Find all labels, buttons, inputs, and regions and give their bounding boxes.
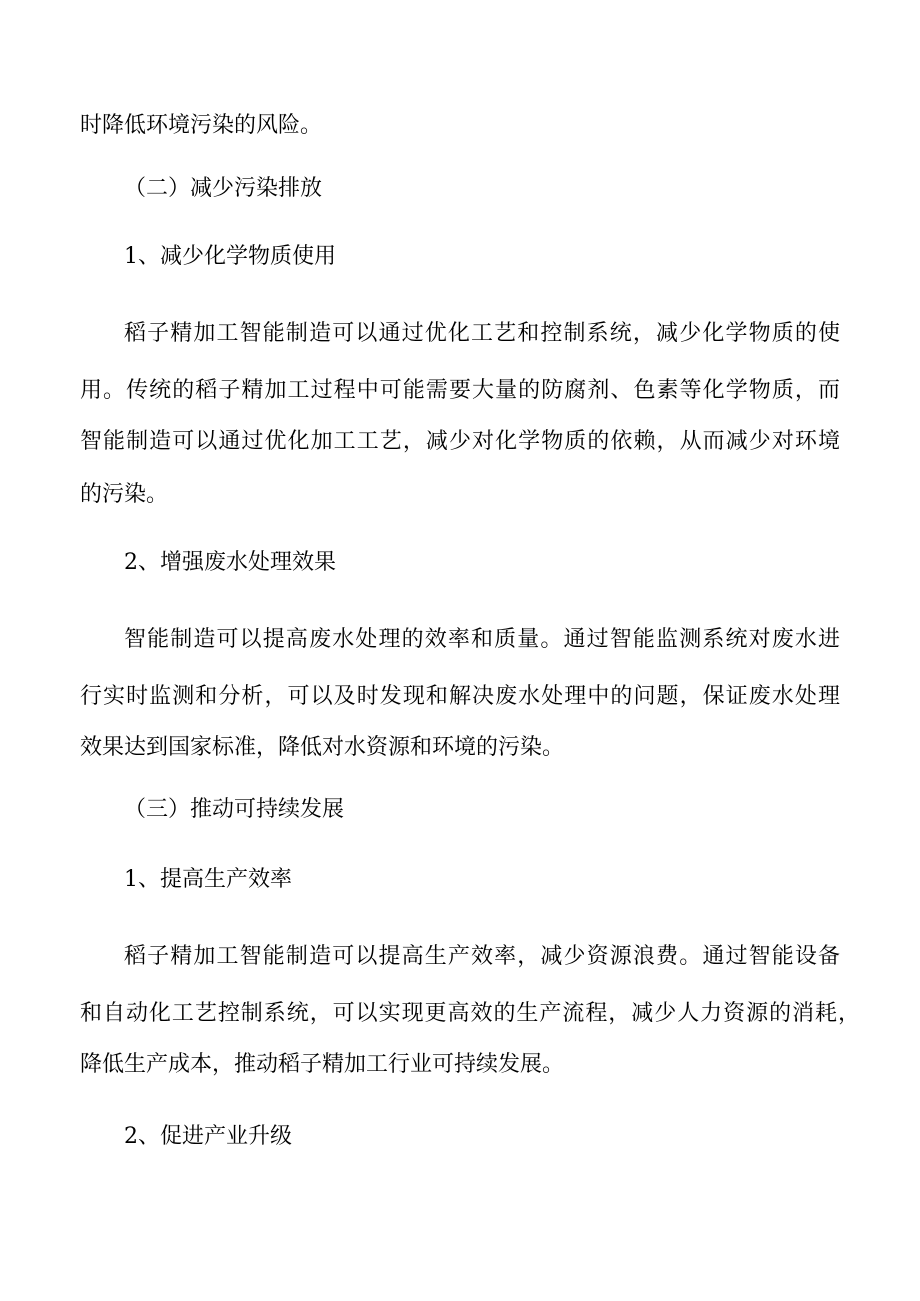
paragraph-line: 稻子精加工智能制造可以提高生产效率，减少资源浪费。通过智能设备: [124, 944, 840, 969]
subsection-heading-3-1: 1、提高生产效率: [124, 867, 292, 892]
subsection-heading-3-2: 2、促进产业升级: [124, 1124, 292, 1149]
subsection-heading-2-2: 2、增强废水处理效果: [124, 550, 336, 575]
section-heading-2: （二）减少污染排放: [124, 176, 323, 201]
paragraph-line: 用。传统的稻子精加工过程中可能需要大量的防腐剂、色素等化学物质，而: [80, 378, 840, 403]
paragraph-line: 效果达到国家标准，降低对水资源和环境的污染。: [80, 735, 565, 760]
section-heading-3: （三）推动可持续发展: [124, 797, 345, 822]
paragraph-line: 智能制造可以提高废水处理的效率和质量。通过智能监测系统对废水进: [124, 627, 840, 652]
paragraph-line: 稻子精加工智能制造可以通过优化工艺和控制系统，减少化学物质的使: [124, 321, 840, 346]
subsection-heading-2-1: 1、减少化学物质使用: [124, 244, 336, 269]
paragraph-line: 和自动化工艺控制系统，可以实现更高效的生产流程，减少人力资源的消耗，: [80, 1001, 860, 1026]
paragraph-line: 行实时监测和分析，可以及时发现和解决废水处理中的问题，保证废水处理: [80, 684, 840, 709]
continuation-line: 时降低环境污染的风险。: [80, 113, 323, 138]
paragraph-line: 降低生产成本，推动稻子精加工行业可持续发展。: [80, 1052, 565, 1077]
paragraph-line: 的污染。: [80, 482, 169, 507]
paragraph-line: 智能制造可以通过优化加工工艺，减少对化学物质的依赖，从而减少对环境: [80, 429, 840, 454]
